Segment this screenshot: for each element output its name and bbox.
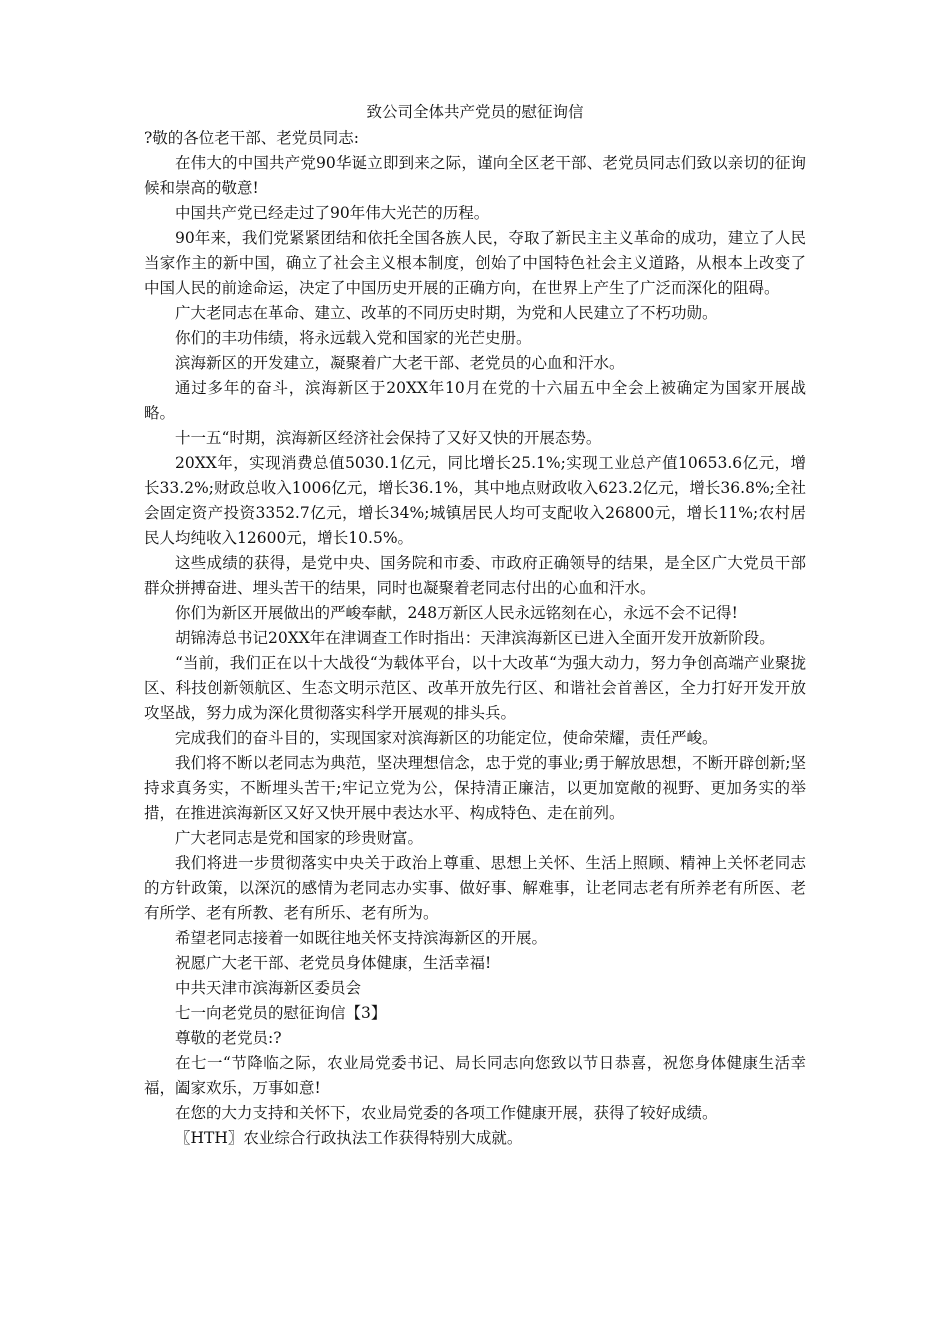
section-heading: 七一向老党员的慰征询信【3】 (175, 1004, 387, 1022)
paragraph: 广大老同志是党和国家的珍贵财富。 (175, 829, 424, 847)
paragraph: 广大老同志在革命、建立、改革的不同历史时期，为党和人民建立了不朽功勋。 (175, 304, 718, 322)
document-page (144, 96, 806, 1151)
paragraph: 十一五“时期，滨海新区经济社会保持了又好又快的开展态势。 (175, 429, 602, 447)
paragraph: 完成我们的奋斗目的，实现国家对滨海新区的功能定位，使命荣耀，责任严峻。 (175, 729, 718, 747)
paragraph: 滨海新区的开发建立，凝聚着广大老干部、老党员的心血和汗水。 (175, 354, 625, 372)
paragraph: 在伟大的中国共产党90华诞立即到来之际，谨向全区老干部、老党员同志们致以亲切的征询候和崇高的敬意! (144, 154, 806, 197)
paragraph: 你们为新区开展做出的严峻奉献，248万新区人民永远铭刻在心，永远不会不记得! (175, 604, 738, 622)
salutation: 尊敬的老党员:? (175, 1029, 282, 1047)
paragraph: “当前，我们正在以十大战役“为载体平台，以十大改革“为强大动力，努力争创高端产业聚拢区、科技创新领航区、生态文明示范区、改革开放先行区、和谐社会首善区，全力打好开发开放攻坚战，努力成为深化贯彻落实科学开展观的排头兵。 (144, 654, 806, 722)
paragraph: 在您的大力支持和关怀下，农业局党委的各项工作健康开展，获得了较好成绩。 (175, 1104, 718, 1122)
document-title: 致公司全体共产党员的慰征询信 (366, 103, 584, 121)
signature-organization: 中共天津市滨海新区委员会 (175, 979, 362, 997)
paragraph: 中国共产党已经走过了90年伟大光芒的历程。 (175, 204, 490, 222)
paragraph: 我们将不断以老同志为典范，坚决理想信念，忠于党的事业;勇于解放思想，不断开辟创新;坚持求真务实，不断埋头苦干;牢记立党为公，保持清正廉洁，以更加宽敞的视野、更加务实的举措，在推进滨海新区又好又快开展中表达水平、构成特色、走在前列。 (144, 754, 806, 822)
paragraph: 希望老同志接着一如既往地关怀支持滨海新区的开展。 (175, 929, 548, 947)
paragraph: 祝愿广大老干部、老党员身体健康，生活幸福! (175, 954, 492, 972)
paragraph: 这些成绩的获得，是党中央、国务院和市委、市政府正确领导的结果，是全区广大党员干部群众拼搏奋进、埋头苦干的结果，同时也凝聚着老同志付出的心血和汗水。 (144, 554, 806, 597)
paragraph: 20XX年，实现消费总值5030.1亿元，同比增长25.1%;实现工业总产值10653.6亿元，增长33.2%;财政总收入1006亿元，增长36.1%，其中地点财政收入623.2亿元，增长36.8%;全社会固定资产投资3352.7亿元，增长34%;城镇居民人均可支配收入26800元，增长11%;农村居民人均纯收入12600元，增长10.5%。 (144, 454, 806, 547)
paragraph: 在七一“节降临之际，农业局党委书记、局长同志向您致以节日恭喜，祝您身体健康生活幸福，阖家欢乐，万事如意! (144, 1054, 806, 1097)
paragraph: 我们将进一步贯彻落实中央关于政治上尊重、思想上关怀、生活上照顾、精神上关怀老同志的方针政策，以深沉的感情为老同志办实事、做好事、解难事，让老同志老有所养老有所医、老有所学、老有所教、老有所乐、老有所为。 (144, 854, 806, 922)
paragraph: 你们的丰功伟绩，将永远载入党和国家的光芒史册。 (175, 329, 532, 347)
salutation: ?敬的各位老干部、老党员同志: (144, 129, 360, 147)
paragraph: 通过多年的奋斗，滨海新区于20XX年10月在党的十六届五中全会上被确定为国家开展战略。 (144, 379, 806, 422)
paragraph: 90年来，我们党紧紧团结和依托全国各族人民，夺取了新民主主义革命的成功，建立了人民当家作主的新中国，确立了社会主义根本制度，创始了中国特色社会主义道路，从根本上改变了中国人民的前途命运，决定了中国历史开展的正确方向，在世界上产生了广泛而深化的阻碍。 (144, 229, 806, 297)
paragraph: 胡锦涛总书记20XX年在津调查工作时指出：天津滨海新区已进入全面开发开放新阶段。 (175, 629, 775, 647)
paragraph: 〖HTH〗农业综合行政执法工作获得特别大成就。 (175, 1129, 523, 1147)
